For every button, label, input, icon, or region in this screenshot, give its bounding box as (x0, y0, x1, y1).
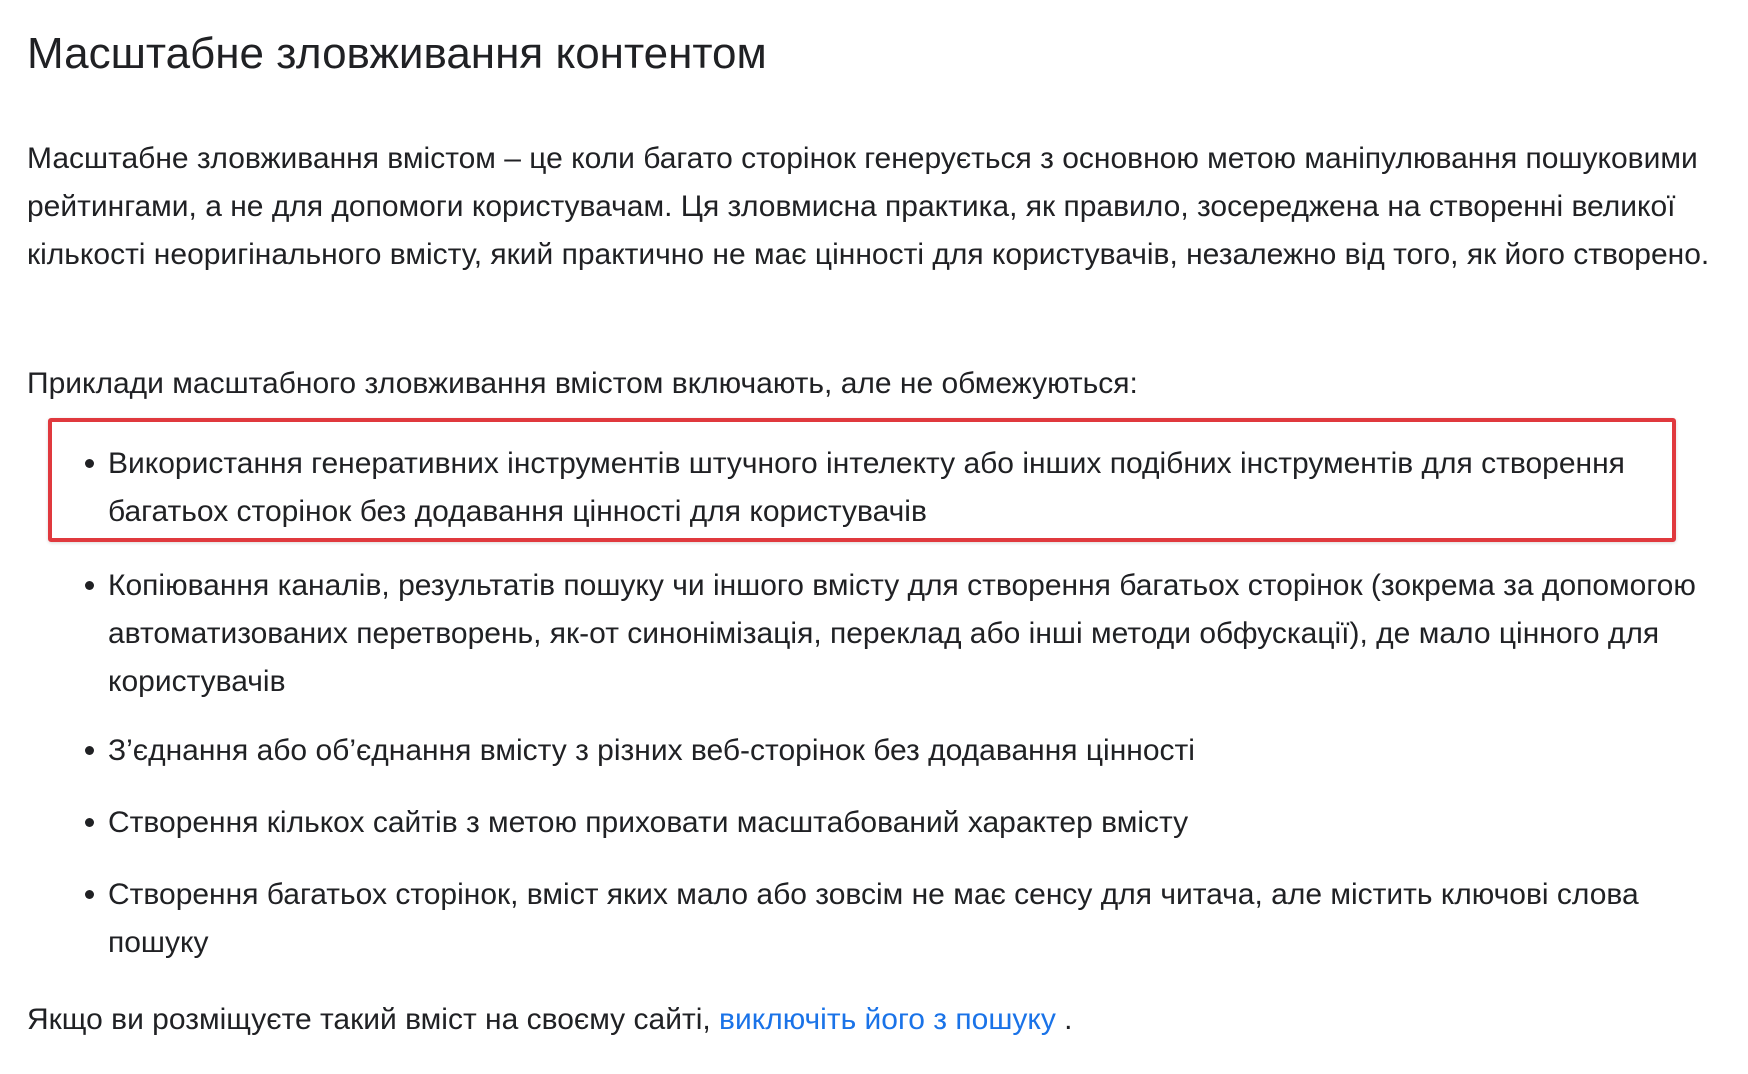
intro-paragraph: Масштабне зловживання вмістом – це коли багато сторінок генерується з основною метою маніпулювання пошуковими рейтингами, а не для допомоги користувачам. Ця зловмисна практика, як правило, зосереджена на створенні великої кількості неоригінального вмісту, який практично не має цінності для користувачів, незалежно від того, як його створено. (27, 142, 1710, 271)
list-item-text: Створення кількох сайтів з метою приховати масштабований характер вмісту (108, 806, 1189, 839)
list-item-text: Використання генеративних інструментів штучного інтелекту або інших подібних інструментів для створення багатьох сторінок без додавання цінності для користувачів (108, 447, 1625, 528)
bullet-icon (85, 746, 94, 755)
list-item (108, 871, 1728, 967)
list-item-text: Створення багатьох сторінок, вміст яких мало або зовсім не має сенсу для читача, але містить ключові слова пошуку (108, 878, 1639, 959)
bullet-icon (85, 459, 94, 468)
list-item (108, 727, 1728, 775)
list-item-text: Копіювання каналів, результатів пошуку чи іншого вмісту для створення багатьох сторінок (зокрема за допомогою автоматизованих перетворень, як-от синонімізація, переклад або інші методи обфускації), де мало цінного для користувачів (108, 569, 1696, 698)
list-item-text: З’єднання або об’єднання вмісту з різних веб-сторінок без додавання цінності (108, 734, 1195, 767)
bullet-icon (85, 818, 94, 827)
page-title: Масштабне зловживання контентом (27, 29, 767, 78)
bullet-icon (85, 890, 94, 899)
footer-text-end: . (1055, 1003, 1073, 1036)
list-item (108, 799, 1728, 847)
footer-text: Якщо ви розміщуєте такий вміст на своєму сайті, (27, 1003, 720, 1036)
list-item (108, 440, 1728, 536)
examples-lead: Приклади масштабного зловживання вмістом включають, але не обмежуються: (27, 367, 1138, 400)
list-item (108, 562, 1728, 706)
bullet-icon (85, 581, 94, 590)
footer-paragraph (27, 996, 1073, 1044)
exclude-from-search-link[interactable]: виключіть його з пошуку (719, 1003, 1056, 1036)
